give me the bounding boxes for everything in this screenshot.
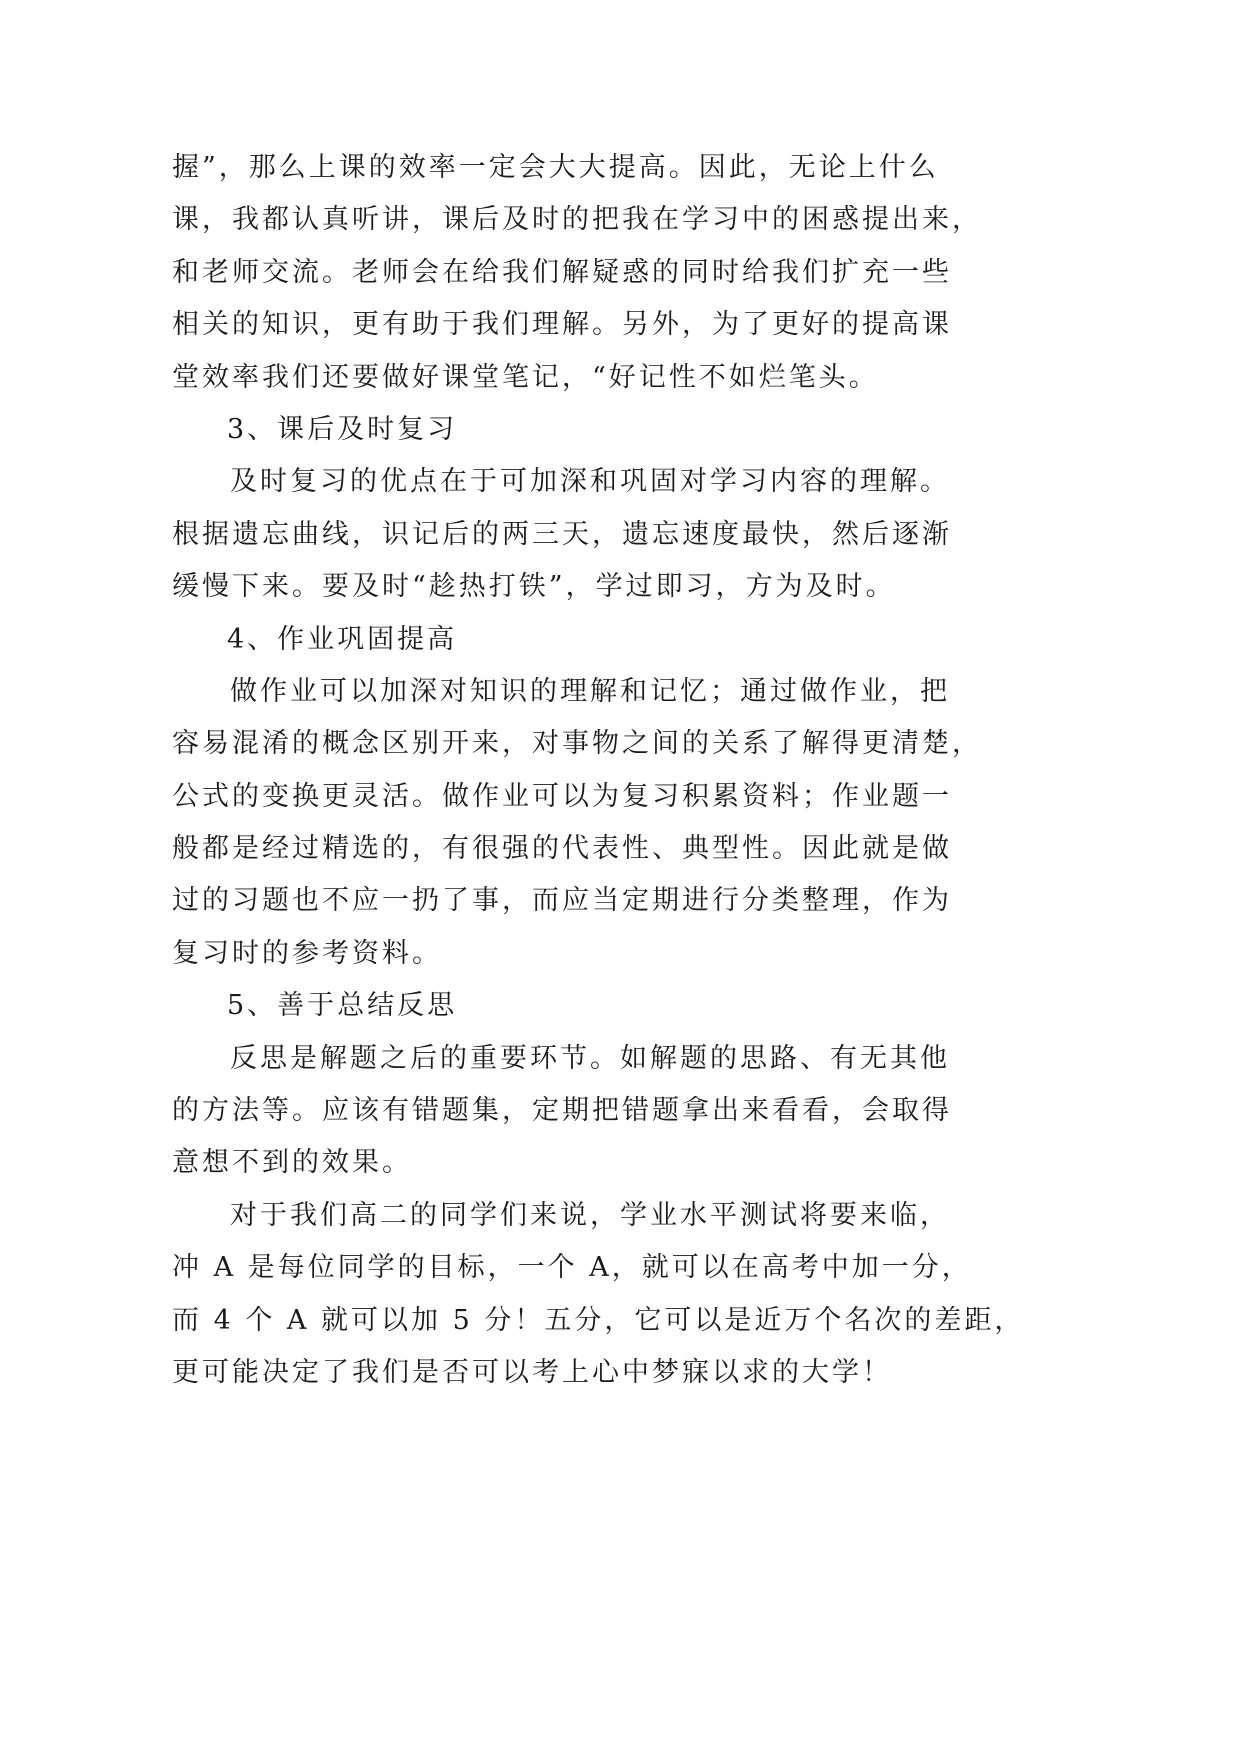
paragraph-line: 般都是经过精选的，有很强的代表性、典型性。因此就是做 [172,833,952,865]
paragraph-line: 课，我都认真听讲，课后及时的把我在学习中的困惑提出来， [172,204,982,236]
section-heading: 5、善于总结反思 [227,990,458,1022]
paragraph-line: 过的习题也不应一扔了事，而应当定期进行分类整理，作为 [172,885,952,917]
paragraph-line: 相关的知识，更有助于我们理解。另外，为了更好的提高课 [172,309,952,341]
paragraph-line: 公式的变换更灵活。做作业可以为复习积累资料；作业题一 [172,780,952,812]
paragraph-line: 和老师交流。老师会在给我们解疑惑的同时给我们扩充一些 [172,256,952,288]
paragraph-line: 复习时的参考资料。 [172,937,442,969]
paragraph-line: 缓慢下来。要及时“趁热打铁”，学过即习，方为及时。 [172,571,896,603]
section-heading: 3、课后及时复习 [227,413,458,445]
paragraph-line: 反思是解题之后的重要环节。如解题的思路、有无其他 [230,1042,950,1074]
paragraph-line: 及时复习的优点在于可加深和巩固对学习内容的理解。 [230,466,950,498]
section-heading: 4、作业巩固提高 [227,623,458,655]
paragraph-line: 做作业可以加深对知识的理解和记忆；通过做作业，把 [230,675,950,707]
paragraph-line: 根据遗忘曲线，识记后的两三天，遗忘速度最快，然后逐渐 [172,518,952,550]
paragraph-line: 对于我们高二的同学们来说，学业水平测试将要来临， [230,1199,950,1231]
paragraph-line: 堂效率我们还要做好课堂笔记，“好记性不如烂笔头。 [172,361,879,393]
paragraph-line: 的方法等。应该有错题集，定期把错题拿出来看看，会取得 [172,1095,952,1127]
document-body [172,142,1025,1399]
paragraph-line: 握”，那么上课的效率一定会大大提高。因此，无论上什么 [172,152,939,183]
paragraph-line: 冲 A 是每位同学的目标，一个 A，就可以在高考中加一分， [172,1252,972,1284]
paragraph-line: 更可能决定了我们是否可以考上心中梦寐以求的大学！ [172,1356,892,1388]
paragraph-line: 容易混淆的概念区别开来，对事物之间的关系了解得更清楚， [172,728,982,760]
paragraph-line: 而 4 个 A 就可以加 5 分！五分，它可以是近万个名次的差距， [172,1304,1025,1336]
paragraph-line: 意想不到的效果。 [172,1147,412,1179]
